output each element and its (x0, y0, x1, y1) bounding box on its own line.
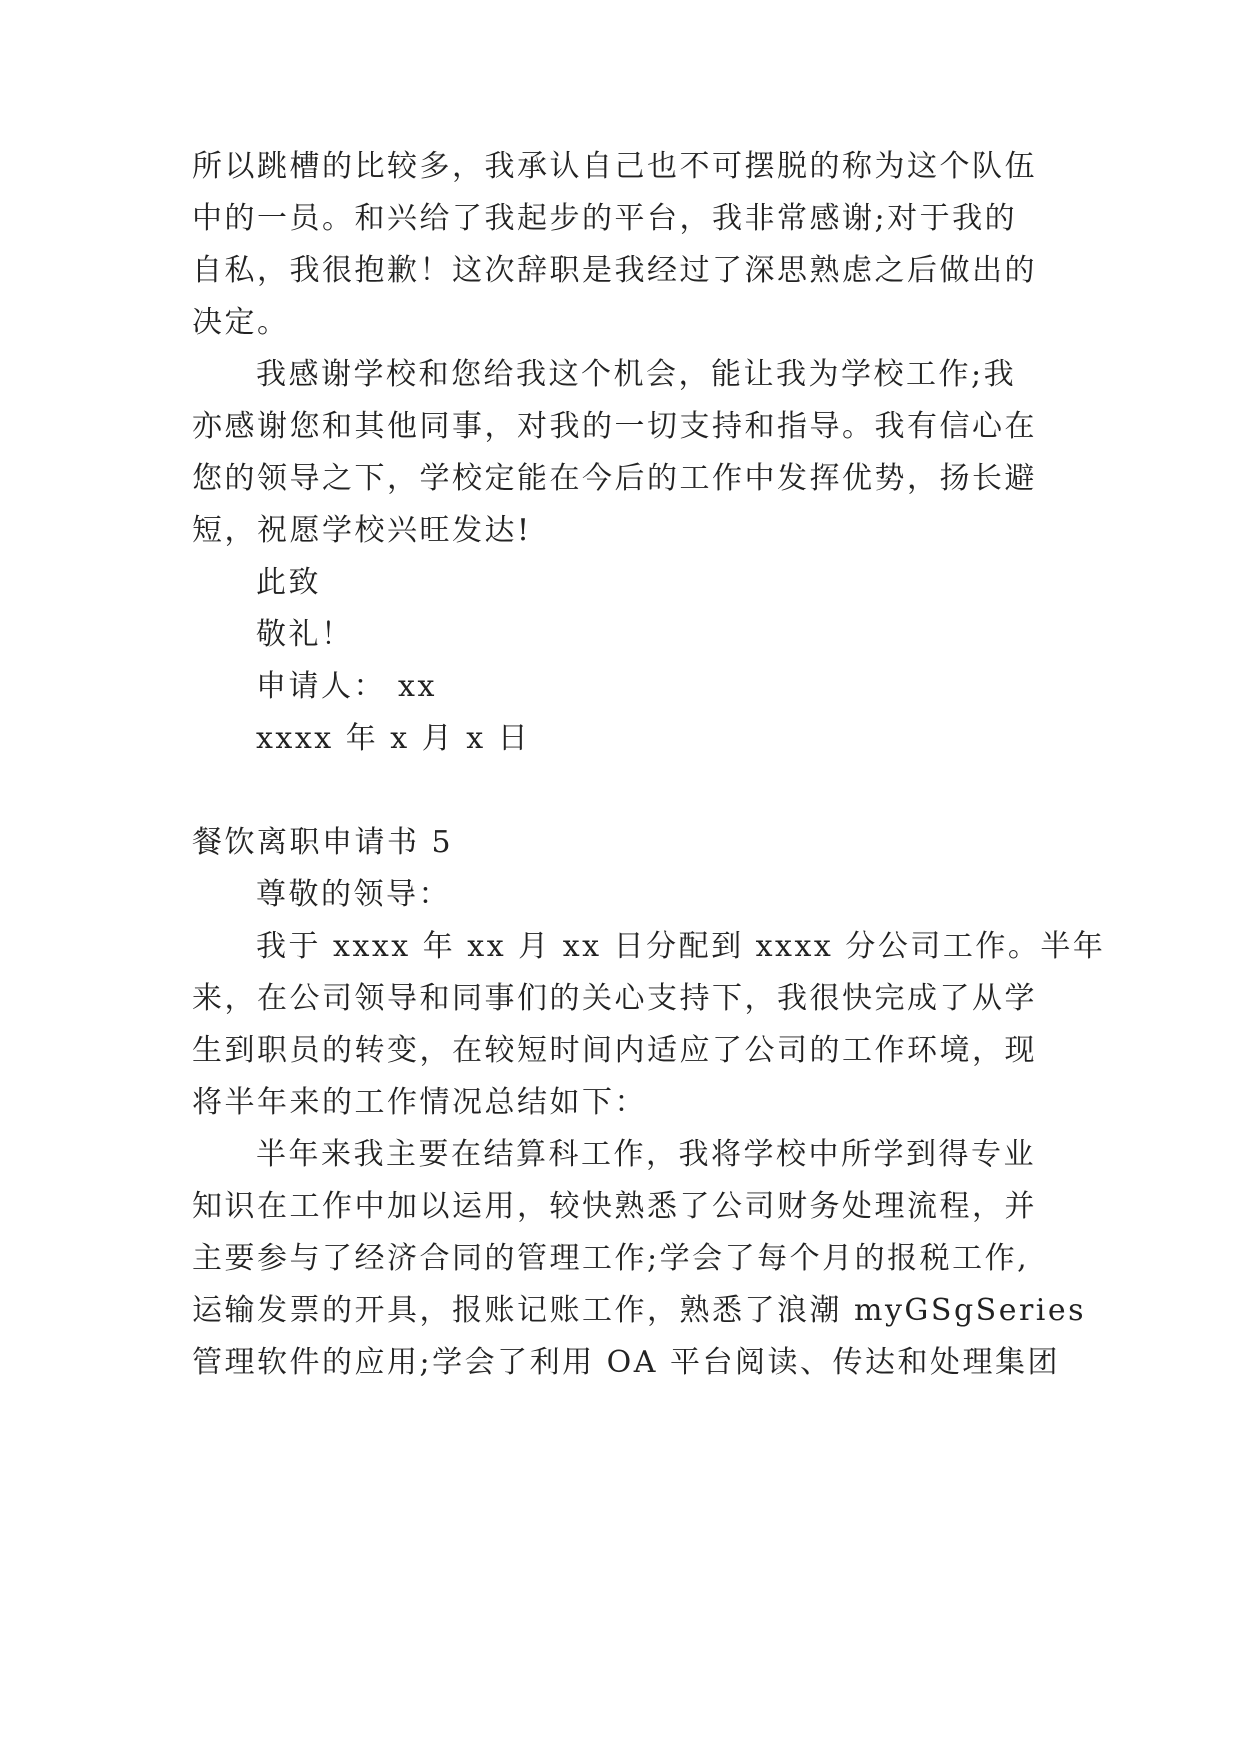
text-line: 亦感谢您和其他同事，对我的一切支持和指导。我有信心在 (192, 409, 1037, 444)
text-line: 知识在工作中加以运用，较快熟悉了公司财务处理流程，并 (192, 1189, 1037, 1224)
text-line: 来，在公司领导和同事们的关心支持下，我很快完成了从学 (192, 981, 1037, 1016)
text-line: 生到职员的转变，在较短时间内适应了公司的工作环境，现 (192, 1033, 1037, 1068)
closing-phrase: 此致 (256, 565, 321, 600)
text-line: 半年来我主要在结算科工作，我将学校中所学到得专业 (256, 1137, 1036, 1172)
text-line: 管理软件的应用;学会了利用 OA 平台阅读、传达和处理集团 (192, 1345, 1060, 1380)
text-line: 主要参与了经济合同的管理工作;学会了每个月的报税工作, (192, 1241, 1030, 1276)
text-line: 将半年来的工作情况总结如下： (192, 1085, 647, 1120)
text-line: 运输发票的开具，报账记账工作，熟悉了浪潮 myGSgSeries (192, 1293, 1087, 1328)
text-line: 自私，我很抱歉！这次辞职是我经过了深思熟虑之后做出的 (192, 253, 1037, 288)
text-line: 我于 xxxx 年 xx 月 xx 日分配到 xxxx 分公司工作。半年 (256, 929, 1106, 964)
text-line: 您的领导之下，学校定能在今后的工作中发挥优势，扬长避 (192, 461, 1037, 496)
text-line: 决定。 (192, 305, 290, 340)
applicant-signature: 申请人： xx (256, 669, 437, 704)
text-line: 所以跳槽的比较多，我承认自己也不可摆脱的称为这个队伍 (192, 149, 1037, 184)
text-line: 我感谢学校和您给我这个机会，能让我为学校工作;我 (256, 357, 1017, 392)
text-line: 短，祝愿学校兴旺发达! (192, 513, 532, 548)
salutation: 敬礼！ (256, 617, 354, 652)
section-title: 餐饮离职申请书 5 (192, 825, 454, 860)
letter-greeting: 尊敬的领导： (256, 877, 451, 912)
text-line: 中的一员。和兴给了我起步的平台，我非常感谢;对于我的 (192, 201, 1018, 236)
letter-date: xxxx 年 x 月 x 日 (256, 721, 531, 756)
